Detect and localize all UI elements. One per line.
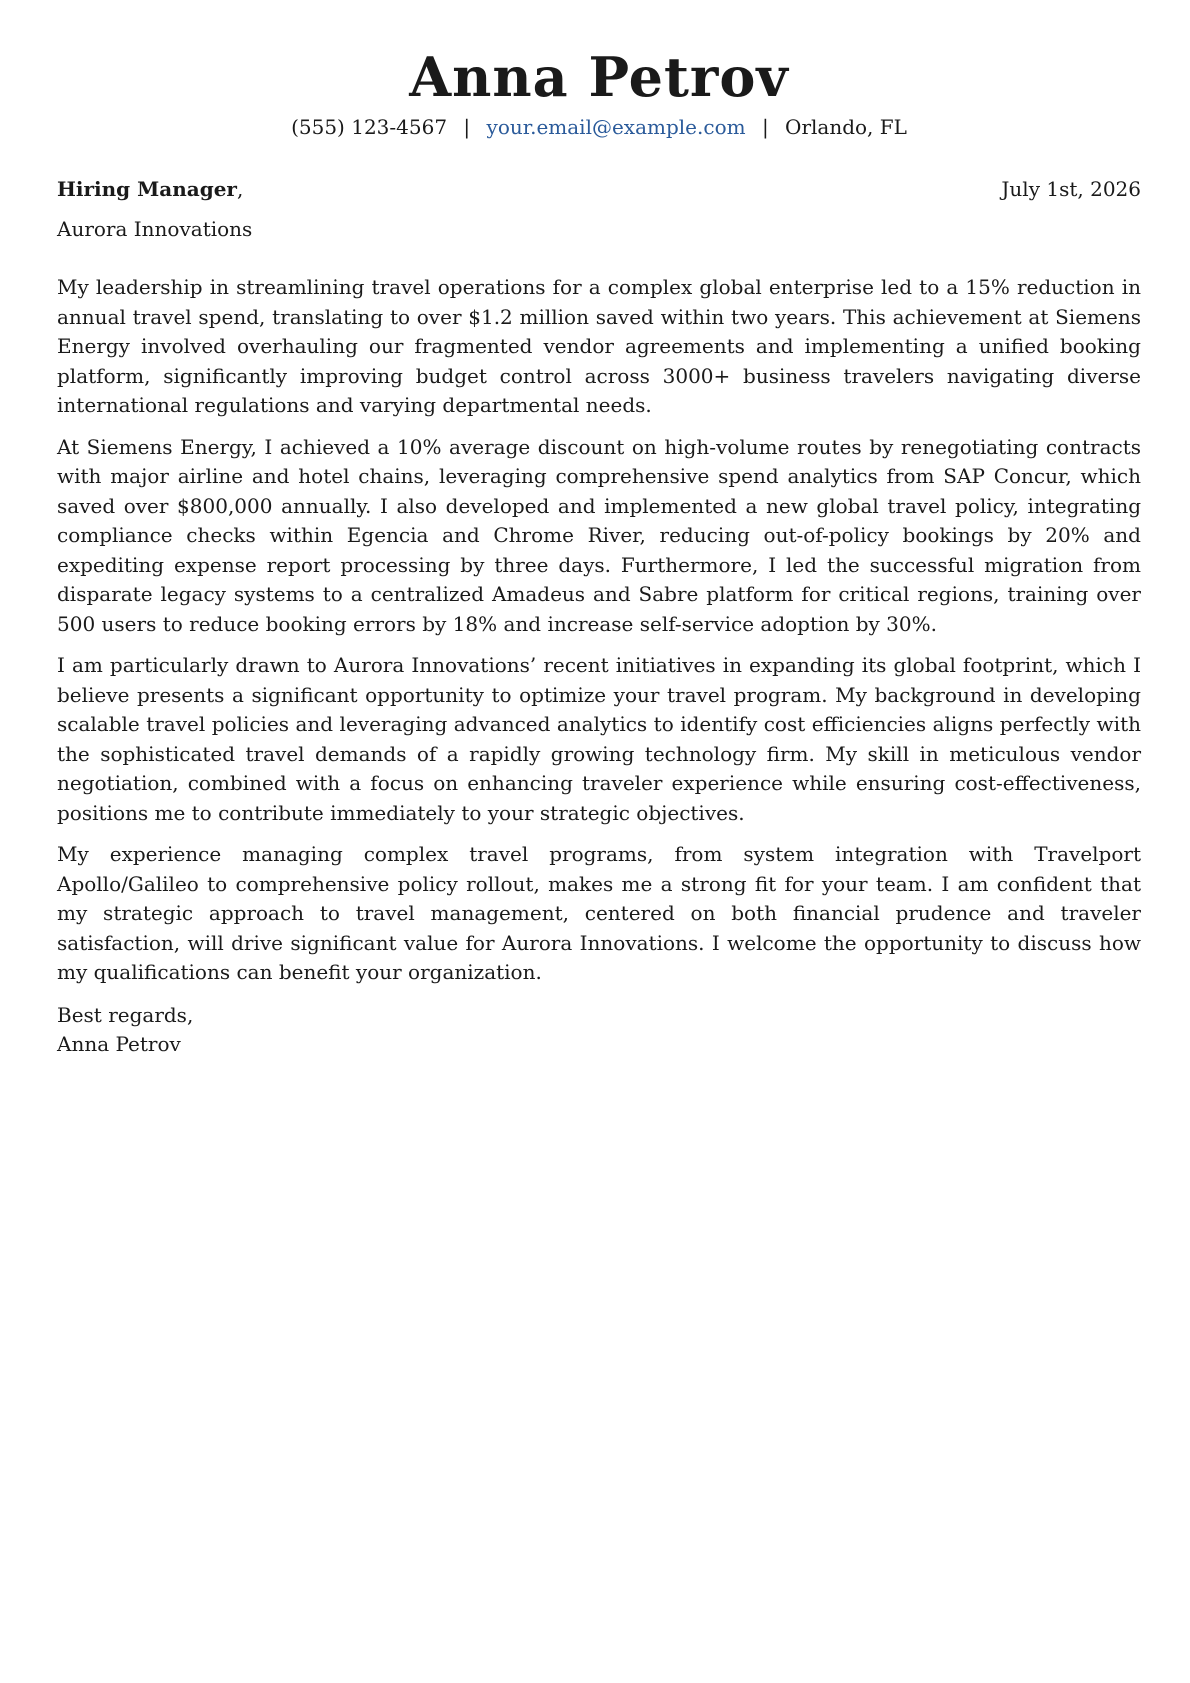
- body-paragraph: My leadership in streamlining travel operations for a complex global enterprise led to a 15% reduction in annual travel spend, translating to over $1.2 million saved within two years. This achievement at Siemens Energy involved overhauling our fragmented vendor agreements and implementing a unified booking platform, significantly improving budget control across 3000+ business travelers navigating diverse international regulations and varying departmental needs.: [57, 275, 1141, 417]
- body-paragraph: At Siemens Energy, I achieved a 10% average discount on high-volume routes by renegotiating contracts with major airline and hotel chains, leveraging comprehensive spend analytics from SAP Concur, which saved over $800,000 annually. I also developed and implemented a new global travel policy, integrating compliance checks within Egencia and Chrome River, reducing out-of-policy bookings by 20% and expediting expense report processing by three days. Furthermore, I led the successful migration from disparate legacy systems to a centralized Amadeus and Sabre platform for critical regions, training over 500 users to reduce booking errors by 18% and increase self-service adoption by 30%.: [57, 434, 1141, 636]
- contact-separator: |: [463, 115, 471, 139]
- signature-name: Anna Petrov: [57, 1032, 181, 1056]
- body-paragraph: I am particularly drawn to Aurora Innovations’ recent initiatives in expanding its global footprint, which I believe presents a significant opportunity to optimize your travel program. My background in developing scalable travel policies and leveraging advanced analytics to identify cost efficiencies aligns perfectly with the sophisticated travel demands of a rapidly growing technology firm. My skill in meticulous vendor negotiation, combined with a focus on enhancing traveler experience while ensuring cost-effectiveness, positions me to contribute immediately to your strategic objectives.: [57, 653, 1141, 825]
- contact-line: [57, 112, 1141, 142]
- applicant-name: Anna Petrov: [409, 45, 789, 109]
- letter-body: [57, 273, 1141, 988]
- cover-letter-page: [57, 0, 1141, 1683]
- letter-date: July 1st, 2026: [1001, 177, 1141, 201]
- recipient-role: Hiring Manager: [57, 177, 237, 201]
- recipient-row: [57, 174, 1141, 204]
- location: Orlando, FL: [785, 115, 907, 139]
- email-link[interactable]: your.email@example.com: [486, 115, 746, 139]
- letter-closing: [57, 1001, 1141, 1060]
- contact-separator: |: [761, 115, 769, 139]
- recipient-greeting: [57, 174, 243, 204]
- recipient-role-suffix: ,: [236, 177, 244, 201]
- body-paragraph: My experience managing complex travel programs, from system integration with Travelport Apollo/Galileo to comprehensive policy rollout, makes me a strong fit for your team. I am confident that my strategic approach to travel management, centered on both financial prudence and traveler satisfaction, will drive significant value for Aurora Innovations. I welcome the opportunity to discuss how my qualifications can benefit your organization.: [57, 842, 1141, 984]
- closing-salutation: Best regards,: [57, 1002, 194, 1027]
- recipient-company: Aurora Innovations: [57, 217, 253, 241]
- phone-number: (555) 123-4567: [291, 115, 448, 139]
